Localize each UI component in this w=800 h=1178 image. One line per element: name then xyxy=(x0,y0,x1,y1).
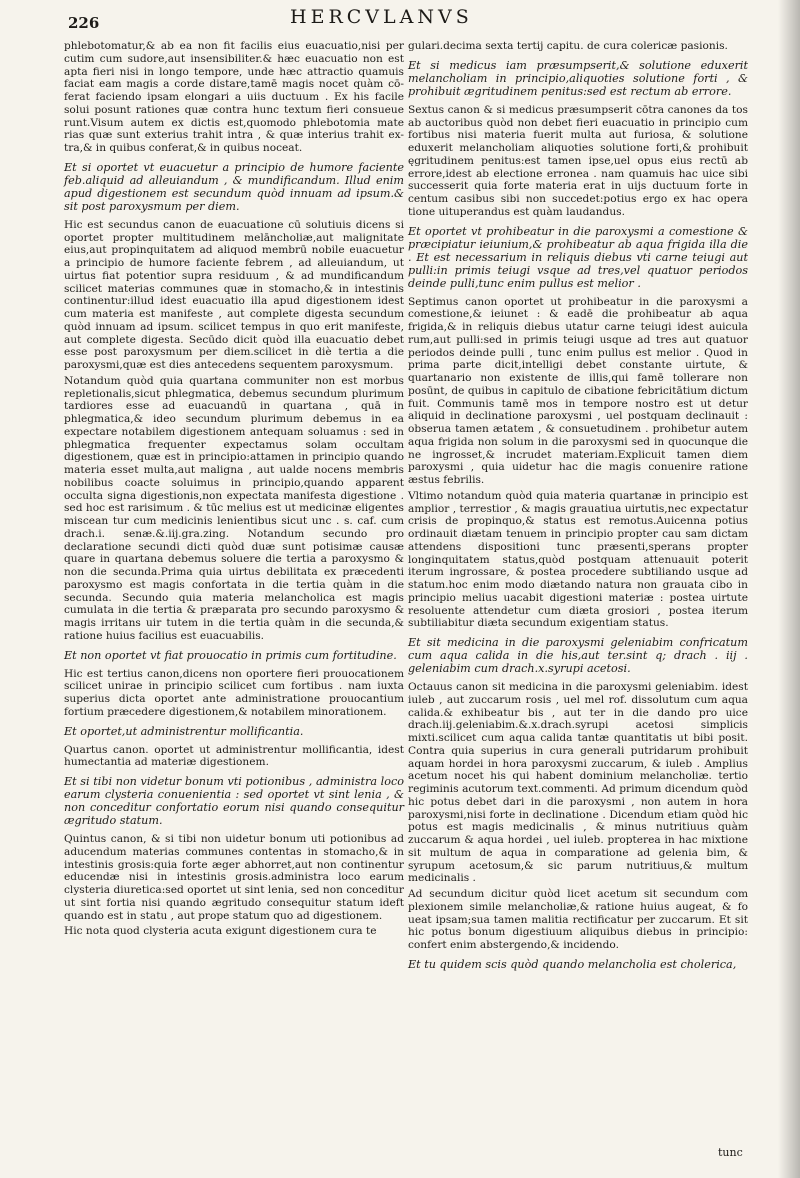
lemma-paragraph: Et si medicus iam præsumpserit,& solutione eduxerit melancholiam in principio,aliquoties solutione forti , & prohibuit ægritudinem penitus:sed est rectum ab errore. xyxy=(408,58,748,98)
lemma-paragraph: Et oportet vt prohibeatur in die paroxysmi a comestione & præcipiatur ieiunium,& prohibeatur ab aqua frigida illa die . Et est necessarium in reliquis diebus vti carne teiugi aut pulli:in primis teiugi vsque ad tres,vel quatuor periodos deinde pulli,tunc enim pullus est melior . xyxy=(408,224,748,290)
lemma-paragraph: Et sit medicina in die paroxysmi geleniabim confricatum cum aqua calida in die his,aut ter.sint q; drach . iij . geleniabim cum drach.x.syrupi acetosi. xyxy=(408,636,748,675)
commentary-paragraph: Ad secundum dicitur quòd licet acetum sit secundum com plexionem simile melancholiæ,& ratione huius augeat, & fo ueat ipsam;sua tamen malitia rectificatur per zuccarum. Et sit hic potus bonum digestiuum aliquibus diebus in principio: confert enim abstergendo,& incidendo. xyxy=(408,888,748,951)
running-head: HERCVLANVS xyxy=(290,6,473,28)
commentary-paragraph: Quintus canon, & si tibi non uidetur bonum uti potionibus ad aducendum materias communes contentas in stomacho,& in intestinis grosis:quia forte æger abhorret,aut non continentur educendæ nisi in intestinis grosis.administra loco earum clysteria diuretica:sed oportet ut sint lenia, sed non conceditur ut sint fortia nisi quando ægritudo consequitur statum ideft quando est in statu , aut prope statum quo ad digestionem. xyxy=(64,833,404,922)
page-number: 226 xyxy=(68,14,100,32)
commentary-paragraph: Hic nota quod clysteria acuta exigunt digestionem cura te xyxy=(64,925,377,938)
commentary-paragraph: Hic est secundus canon de euacuatione cū solutiuis dicens si oportet propter multitudinem melāncholiæ,aut malignitate eius,aut propinquitatem ad aliquod membrū nobile euacuetur a principio de humore faciente febrem , ad alleuiandum, ut uirtus fiat potentior supra residuum , & ad mundificandum scilicet materias communes quæ in stomacho,& in intestinis continentur:illud idest euacuatio illa apud digestionem idest cum materia est manifeste , aut complete digesta secundum quòd innuam ad ipsum. scilicet tempus in quo erit manifeste, aut complete digesta. Secūdo dicit quòd illa euacuatio debet esse post paroxysmum per diem.scilicet in diè tertia a die paroxysmi,quæ est dies antecedens sequentem paroxysmum. xyxy=(64,218,404,371)
lemma-paragraph: Et si oportet vt euacuetur a principio de humore faciente feb.aliquid ad alleuiandum , & mundificandum. Illud enim apud digestionem est secundum quòd innuam ad ipsum.& sit post paroxysmum per diem. xyxy=(64,160,404,213)
commentary-paragraph: Hic est tertius canon,dicens non oportere fieri prouocationem scilicet unirae in principio scilicet cum fortibus . nam iuxta superius dicta oportet ante administratione prouocantium fortium præcedere digestionem,& notabilem minorationem. xyxy=(64,667,404,718)
commentary-paragraph: gulari.decima sexta tertij capitu. de cura colericæ pasionis. xyxy=(408,40,728,52)
catchword: tunc xyxy=(718,1146,743,1159)
right-column xyxy=(408,40,748,977)
lemma-paragraph: Et tu quidem scis quòd quando melancholia est cholerica, xyxy=(408,957,737,971)
commentary-paragraph: Octauus canon sit medicina in die paroxysmi geleniabim. idest iuleb , aut zuccarum rosis , uel mel rof. dissolutum cum aqua calida.& exhibeatur bis , aut ter in die dando pro uice drach.iij.geleniabim.&.x.drach.syrupi acetosi simplicis mixti.scilicet cum aqua calida tantæ quantitatis ut bibi posit. Contra quia superius in cura generali putridarum prohibuit aquam hordei in hora paroxysmi zuccarum, & iuleb . Amplius acetum nocet his qui habent dominium melancholiæ. tertio regiminis acutorum text.commenti. Ad primum dicendum quòd hic potus debet dari in die paroxysmi , non autem in hora paroxysmi,nisi forte in declinatione . Dicendum etiam quòd hic potus est magis medicinalis , & minus nutritiuus quàm zuccarum & aqua hordei , uel iuleb. propterea in hac mixtione sit multum de aqua in comparatione ad gelenia bim, & syrupum acetosum,& sic parum nutritiuus,& multum medicinalis . xyxy=(408,681,748,885)
commentary-paragraph: Vltimo notandum quòd quia materia quartanæ in principio est amplior , terrestior , & magis grauatiua uirtutis,nec expectatur crisis de propinquo,& status est remotus.Auicenna potius ordinauit diætam tenuem in principio propter cau sam dictam attendens dispositioni tunc præsenti,sperans propter longinquitatem status,quòd postquam attenuauit poterit iterum ingrossare, & postea procedere subtiliando usque ad statum.hoc enim modo diætando natura non grauata cibo in principio melius uacabit digestioni materiæ : postea uirtute resoluente attendetur cum diæta grosiori , postea iterum subtiliabitur diæta secundum exigentiam status. xyxy=(408,489,748,630)
page-edge-shadow xyxy=(778,0,800,1178)
commentary-paragraph: Quartus canon. oportet ut administrentur mollificantia, idest humectantia ad materiæ digestionem. xyxy=(64,743,404,769)
lemma-paragraph: Et oportet,ut administrentur mollificantia. xyxy=(64,724,304,738)
commentary-paragraph: phlebotomatur,& ab ea non fit facilis eius euacuatio,nisi per cutim cum sudore,aut insensibiliter.& hæc euacuatio non est apta fieri nisi in longo tempore, unde hæc attractio quamuis faciat eam magis a corde distare,tamē magis nocet quàm cō-ferat faciendo ipsam elongari a uiis ductuum . Ex his facile solui posunt rationes quæ contra hunc textum fieri consueue runt.Visum autem ex dictis est,quomodo phlebotomia mate rias quæ sunt exterius trahit intra , & quæ interius trahit ex-tra,& in quibus conferat,& in quibus noceat. xyxy=(64,40,404,154)
commentary-paragraph: Septimus canon oportet ut prohibeatur in die paroxysmi a comestione,& ieiunet : & eadē die prohibeatur ab aqua frigida,& in reliquis diebus utatur carne teiugi idest auicula rum,aut pulli:sed in primis teiugi usque ad tres aut quatuor periodos deinde pulli , tunc enim pullus est melior . Quod in prima parte dicit,intelligi debet constante uirtute, & quartanario non existente de illis,qui famē tollerare non posūnt, de quibus in capitulo de cibatione febricitātium dictum fuit. Communis tamē mos in tempore nostro est ut detur aliquid in declinatione paroxysmi , uel postquam declinauit : obserua tamen ætatem , & consuetudinem . prohibetur autem aqua frigida non solum in die paroxysmi sed in quocunque die ne ingrosset,& incrudet materiam.Explicuit tamen diem paroxysmi , quia uidetur hac die magis conuenire ratione æstus febrilis. xyxy=(408,295,748,486)
lemma-paragraph: Et non oportet vt fiat prouocatio in primis cum fortitudine. xyxy=(64,648,397,662)
lemma-paragraph: Et si tibi non videtur bonum vti potionibus , administra loco earum clysteria conuenientia : sed oportet vt sint lenia , & non conceditur confortatio eorum nisi quando consequitur ægritudo statum. xyxy=(64,775,404,827)
left-column xyxy=(64,40,404,941)
commentary-paragraph: Sextus canon & si medicus præsumpserit cōtra canones da tos ab auctoribus quòd non debet fieri euacuatio in principio cum fortibus nisi materia fuerit multa aut furiosa, & solutione eduxerit melancholiam aliquoties solutione forti,& prohibuit ęgritudinem penitus:est tamen ipse,uel opus eius rectū ab errore,idest ab electione erronea . nam quamuis hac uice sibi successerit quia forte materia erat in uijs ductuum forte in centum casibus sibi non succedet:potius ergo ex hac opera tione uituperandus est quàm laudandus. xyxy=(408,103,748,218)
commentary-paragraph: Notandum quòd quia quartana communiter non est morbus repletionalis,sicut phlegmatica, debemus secundum plurimum tardiores esse ad euacuandū in quartana , quā in phlegmatica,& ideo secundum plurimum debemus in ea expectare notabilem digestionem antequam soluamus : sed in phlegmatica frequenter expectamus solam occultam digestionem, quæ est in principio:attamen in principio quando materia esset multa,aut maligna , aut ualde nocens membris nobilibus coacte soluimus in principio,quando apparent occulta signa digestionis,non expectata manifesta digestione . sed hoc est rarisimum . & tūc melius est ut medicinæ eligentes miscean tur cum medicinis lenientibus sicut unc . s. caf. cum drach.i. senæ.&.iij.gra.zing. Notandum secundo pro declaratione secundi dicti quòd duæ sunt potisimæ causæ quare in quartana debemus soluere die tertia a paroxysmo & non die secunda.Prima quia uirtus debilitata ex præcedenti paroxysmo est magis confortata in die tertia quàm in die secunda. Secundo quia materia melancholica est magis cumulata in die tertia & præparata pro secundo paroxysmo & magis irritans uir tutem in die tertia quàm in die secunda,& ratione huius facilius est euacuabilis. xyxy=(64,374,404,642)
